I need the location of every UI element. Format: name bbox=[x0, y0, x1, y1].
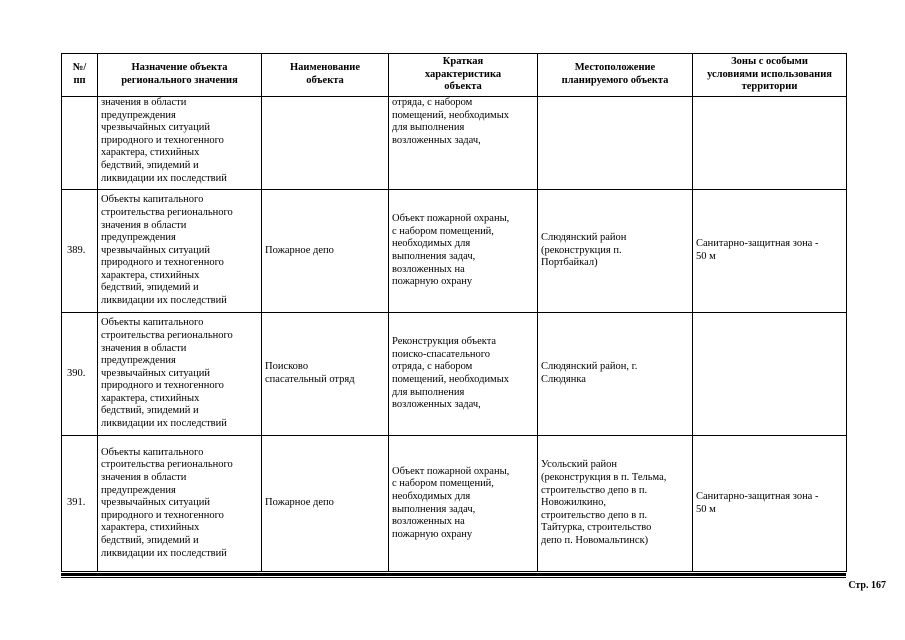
row-number: 390. bbox=[62, 313, 98, 436]
row-characteristic: отряда, с набором помещений, необходимых для выполнения возложенных задач, bbox=[389, 97, 538, 190]
table-header-row bbox=[62, 54, 847, 97]
row-purpose: Объекты капитального строительства регионального значения в области предупреждения чрезвычайных ситуаций природного и техногенного характера, стихийных бедствий, эпидемий и ликвидации их последствий bbox=[98, 190, 262, 313]
row-location bbox=[538, 97, 693, 190]
row-characteristic: Реконструкция объекта поиско-спасательного отряда, с набором помещений, необходимых для выполнения возложенных задач, bbox=[389, 313, 538, 436]
row-zones bbox=[693, 313, 847, 436]
row-name: Пожарное депо bbox=[262, 190, 389, 313]
header-number: №/ пп bbox=[62, 54, 98, 97]
footer-rule-thin bbox=[61, 577, 846, 578]
table-row bbox=[62, 436, 847, 572]
table-row bbox=[62, 97, 847, 190]
row-name: Пожарное депо bbox=[262, 436, 389, 572]
row-zones bbox=[693, 97, 847, 190]
row-zones: Санитарно-защитная зона - 50 м bbox=[693, 436, 847, 572]
row-number bbox=[62, 97, 98, 190]
row-number: 391. bbox=[62, 436, 98, 572]
row-location: Слюдянский район (реконструкция п. Портбайкал) bbox=[538, 190, 693, 313]
row-characteristic: Объект пожарной охраны, с набором помещений, необходимых для выполнения задач, возложенных на пожарную охрану bbox=[389, 436, 538, 572]
row-number: 389. bbox=[62, 190, 98, 313]
row-purpose: Объекты капитального строительства регионального значения в области предупреждения чрезвычайных ситуаций природного и техногенного характера, стихийных бедствий, эпидемий и ликвидации их последствий bbox=[98, 436, 262, 572]
row-name bbox=[262, 97, 389, 190]
header-name: Наименование объекта bbox=[262, 54, 389, 97]
header-characteristic: Краткая характеристика объекта bbox=[389, 54, 538, 97]
table-row bbox=[62, 190, 847, 313]
row-location: Усольский район (реконструкция в п. Тельма, строительство депо в п. Новожилкино, строительство депо в п. Тайтурка, строительство депо п. Новомальтинск) bbox=[538, 436, 693, 572]
row-location: Слюдянский район, г. Слюдянка bbox=[538, 313, 693, 436]
table-row bbox=[62, 313, 847, 436]
row-purpose: Объекты капитального строительства регионального значения в области предупреждения чрезвычайных ситуаций природного и техногенного характера, стихийных бедствий, эпидемий и ликвидации их последствий bbox=[98, 313, 262, 436]
row-characteristic: Объект пожарной охраны, с набором помещений, необходимых для выполнения задач, возложенных на пожарную охрану bbox=[389, 190, 538, 313]
header-location: Местоположение планируемого объекта bbox=[538, 54, 693, 97]
regional-objects-table bbox=[61, 53, 847, 572]
header-zones: Зоны с особыми условиями использования территории bbox=[693, 54, 847, 97]
footer-rule-thick bbox=[61, 573, 846, 576]
row-name: Поисково спасательный отряд bbox=[262, 313, 389, 436]
row-purpose: значения в области предупреждения чрезвычайных ситуаций природного и техногенного характера, стихийных бедствий, эпидемий и ликвидации их последствий bbox=[98, 97, 262, 190]
row-zones: Санитарно-защитная зона - 50 м bbox=[693, 190, 847, 313]
page-number: Стр. 167 bbox=[848, 580, 886, 591]
header-purpose: Назначение объекта регионального значения bbox=[98, 54, 262, 97]
